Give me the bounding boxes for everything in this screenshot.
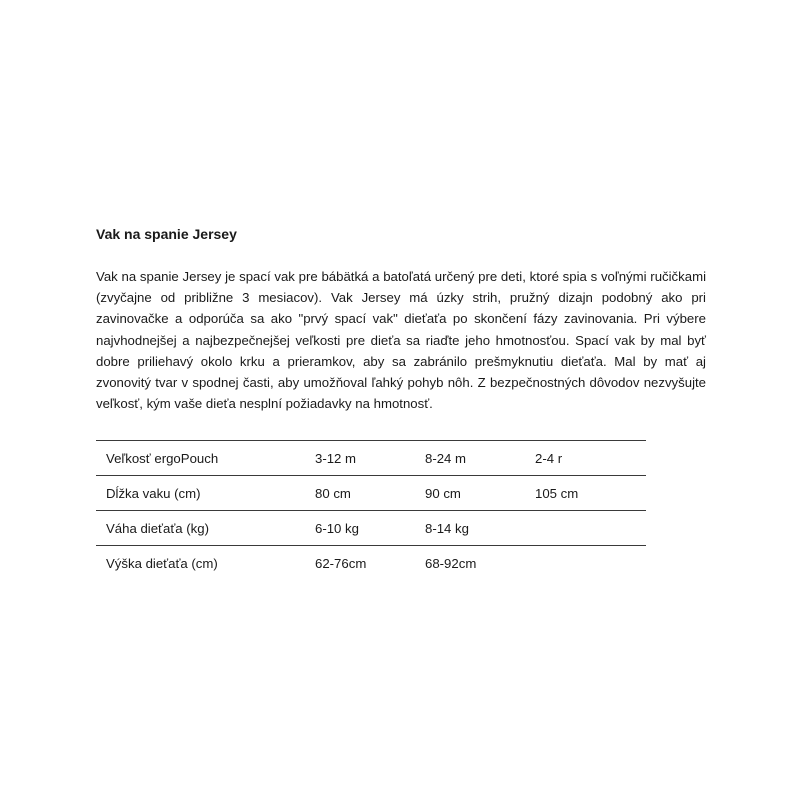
- row-label: Veľkosť ergoPouch: [106, 450, 219, 466]
- row-label: Dĺžka vaku (cm): [106, 485, 201, 501]
- table-cell: 62-76cm: [315, 555, 367, 571]
- document-title: Vak na spanie Jersey: [96, 226, 237, 242]
- table-cell: 2-4 r: [535, 450, 563, 466]
- table-cell: 8-14 kg: [425, 520, 469, 536]
- size-table: [96, 440, 646, 581]
- table-cell: 105 cm: [535, 485, 579, 501]
- table-row: [96, 441, 646, 476]
- table-row: [96, 546, 646, 581]
- table-cell: 6-10 kg: [315, 520, 359, 536]
- table-cell: [535, 511, 646, 546]
- table-cell: 3-12 m: [315, 450, 357, 466]
- table-cell: [535, 546, 646, 581]
- row-label: Váha dieťaťa (kg): [106, 520, 209, 536]
- table-cell: 8-24 m: [425, 450, 467, 466]
- document-content: [96, 222, 706, 414]
- row-label: Výška dieťaťa (cm): [106, 555, 218, 571]
- table-row: [96, 476, 646, 511]
- table-cell: 68-92cm: [425, 555, 477, 571]
- document-paragraph: Vak na spanie Jersey je spací vak pre bábätká a batoľatá určený pre deti, ktoré spia s voľnými ručičkami (zvyčajne od približne 3 mesiacov). Vak Jersey má úzky strih, pružný dizajn podobný ako pri zavinovačke a odporúča sa ako "prvý spací vak" dieťaťa po skončení fázy zavinovania. Pri výbere najvhodnejšej a najbezpečnejšej veľkosti pre dieťa sa riaďte jeho hmotnosťou. Spací vak by mal byť dobre priliehavý okolo krku a prieramkov, aby sa zabránilo prešmyknutiu dieťaťa. Mal by mať aj zvonovitý tvar v spodnej časti, aby umožňoval ľahký pohyb nôh. Z bezpečnostných dôvodov nezvyšujte veľkosť, kým vaše dieťa nesplní požiadavky na hmotnosť.: [96, 269, 706, 412]
- table-cell: 90 cm: [425, 485, 461, 501]
- table-row: [96, 511, 646, 546]
- table-cell: 80 cm: [315, 485, 351, 501]
